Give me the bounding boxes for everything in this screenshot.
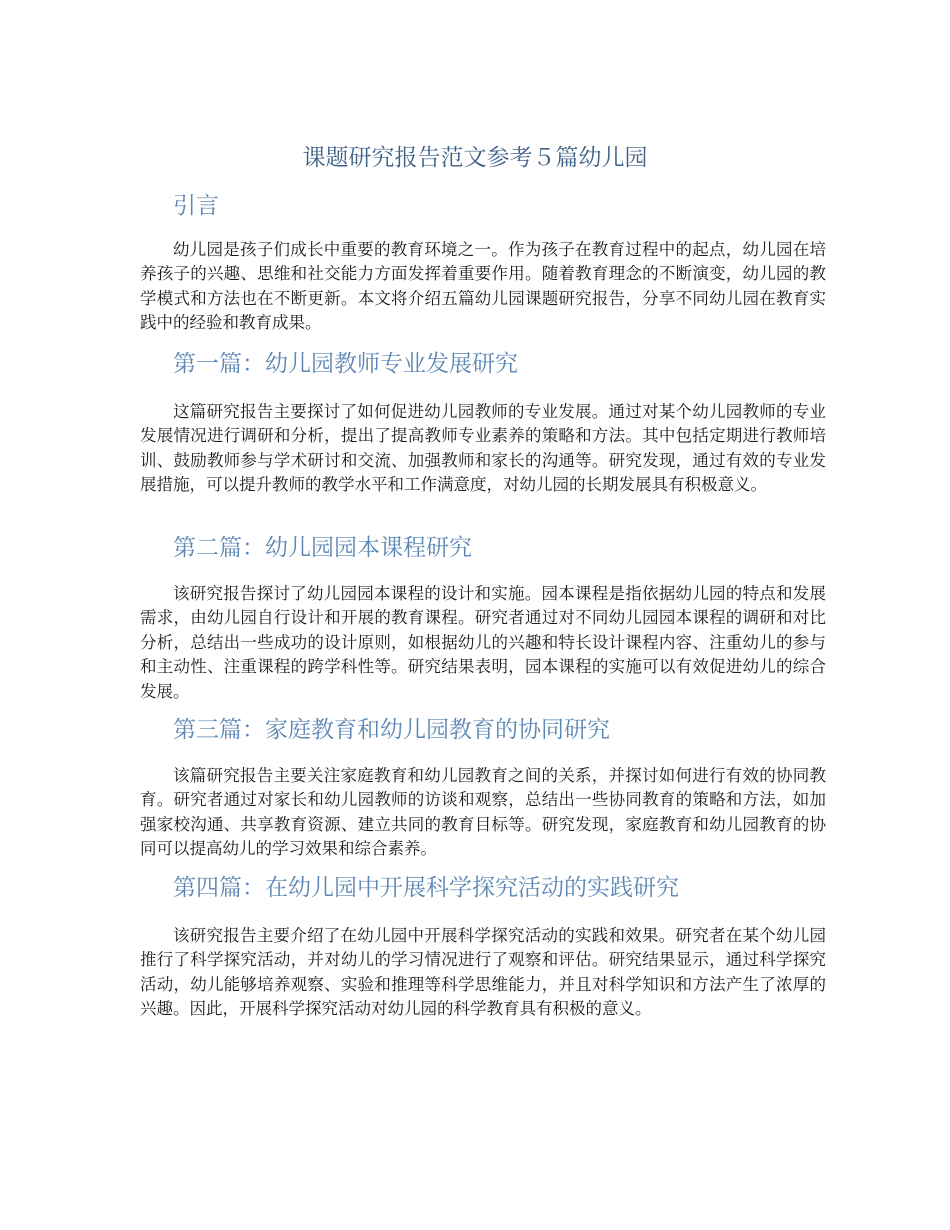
section-heading-introduction: 引言 (173, 193, 219, 219)
section-body-part-3: 该篇研究报告主要关注家庭教育和幼儿园教育之间的关系，并探讨如何进行有效的协同教育。研究者通过对家长和幼儿园教师的访谈和观察，总结出一些协同教育的策略和方法，如加强家校沟通、共享教育资源、建立共同的教育目标等。研究发现，家庭教育和幼儿园教育的协同可以提高幼儿的学习效果和综合素养。 (140, 766, 826, 859)
section-heading-part-1: 第一篇：幼儿园教师专业发展研究 (173, 351, 518, 377)
section-body-part-1: 这篇研究报告主要探讨了如何促进幼儿园教师的专业发展。通过对某个幼儿园教师的专业发展情况进行调研和分析，提出了提高教师专业素养的策略和方法。其中包括定期进行教师培训、鼓励教师参与学术研讨和交流、加强教师和家长的沟通等。研究发现，通过有效的专业发展措施，可以提升教师的教学水平和工作满意度，对幼儿园的长期发展具有积极意义。 (140, 402, 826, 495)
section-body-part-4: 该研究报告主要介绍了在幼儿园中开展科学探究活动的实践和效果。研究者在某个幼儿园推行了科学探究活动，并对幼儿的学习情况进行了观察和评估。研究结果显示，通过科学探究活动，幼儿能够培养观察、实验和推理等科学思维能力，并且对科学知识和方法产生了浓厚的兴趣。因此，开展科学探究活动对幼儿园的科学教育具有积极的意义。 (140, 926, 826, 1019)
section-body-part-2: 该研究报告探讨了幼儿园园本课程的设计和实施。园本课程是指依据幼儿园的特点和发展需求，由幼儿园自行设计和开展的教育课程。研究者通过对不同幼儿园园本课程的调研和对比分析，总结出一些成功的设计原则，如根据幼儿的兴趣和特长设计课程内容、注重幼儿的参与和主动性、注重课程的跨学科性等。研究结果表明，园本课程的实施可以有效促进幼儿的综合发展。 (140, 584, 826, 701)
section-heading-part-3: 第三篇：家庭教育和幼儿园教育的协同研究 (173, 717, 610, 743)
section-heading-part-2: 第二篇：幼儿园园本课程研究 (173, 535, 472, 561)
document-title: 课题研究报告范文参考５篇幼儿园 (302, 145, 648, 171)
section-heading-part-4: 第四篇：在幼儿园中开展科学探究活动的实践研究 (173, 875, 679, 901)
section-body-introduction: 幼儿园是孩子们成长中重要的教育环境之一。作为孩子在教育过程中的起点，幼儿园在培养孩子的兴趣、思维和社交能力方面发挥着重要作用。随着教育理念的不断演变，幼儿园的教学模式和方法也在不断更新。本文将介绍五篇幼儿园课题研究报告，分享不同幼儿园在教育实践中的经验和教育成果。 (140, 240, 826, 333)
